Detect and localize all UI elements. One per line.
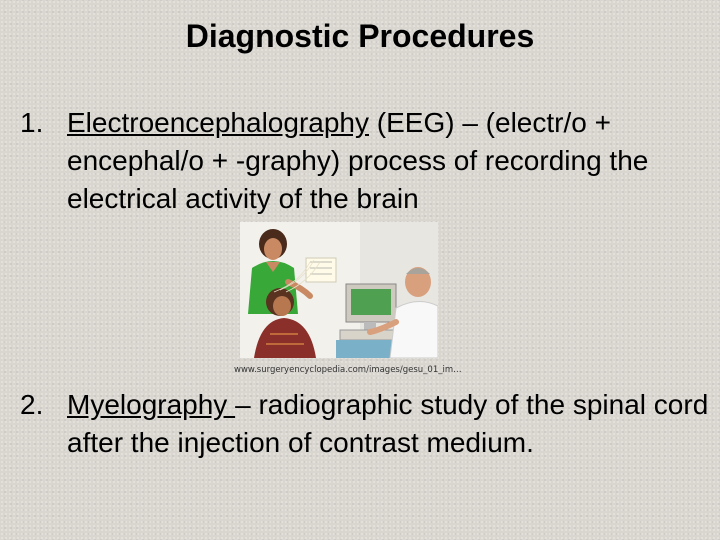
eeg-procedure-photo [240, 222, 438, 358]
list-item-number: 1. [20, 107, 44, 138]
list-item-body [67, 104, 710, 218]
term-myelography: Myelography [67, 389, 236, 420]
list-item-body [67, 386, 710, 462]
definition-text: (EEG) – (electr/o + encephal/o + -graphy) process of recording the electrical activity of the brain [67, 107, 649, 214]
list-item-eeg [20, 104, 710, 218]
image-source-caption: www.surgeryencyclopedia.com/images/gesu_01_im… [234, 365, 462, 375]
list-item-myelography [20, 386, 710, 462]
eeg-photo-illustration [240, 222, 438, 358]
list-item-number: 2. [20, 389, 44, 420]
slide-title: Diagnostic Procedures [185, 18, 535, 54]
term-electroencephalography: Electroencephalography [67, 107, 369, 138]
definition-text: – radiographic study of the spinal cord after the injection of contrast medium. [67, 389, 709, 458]
